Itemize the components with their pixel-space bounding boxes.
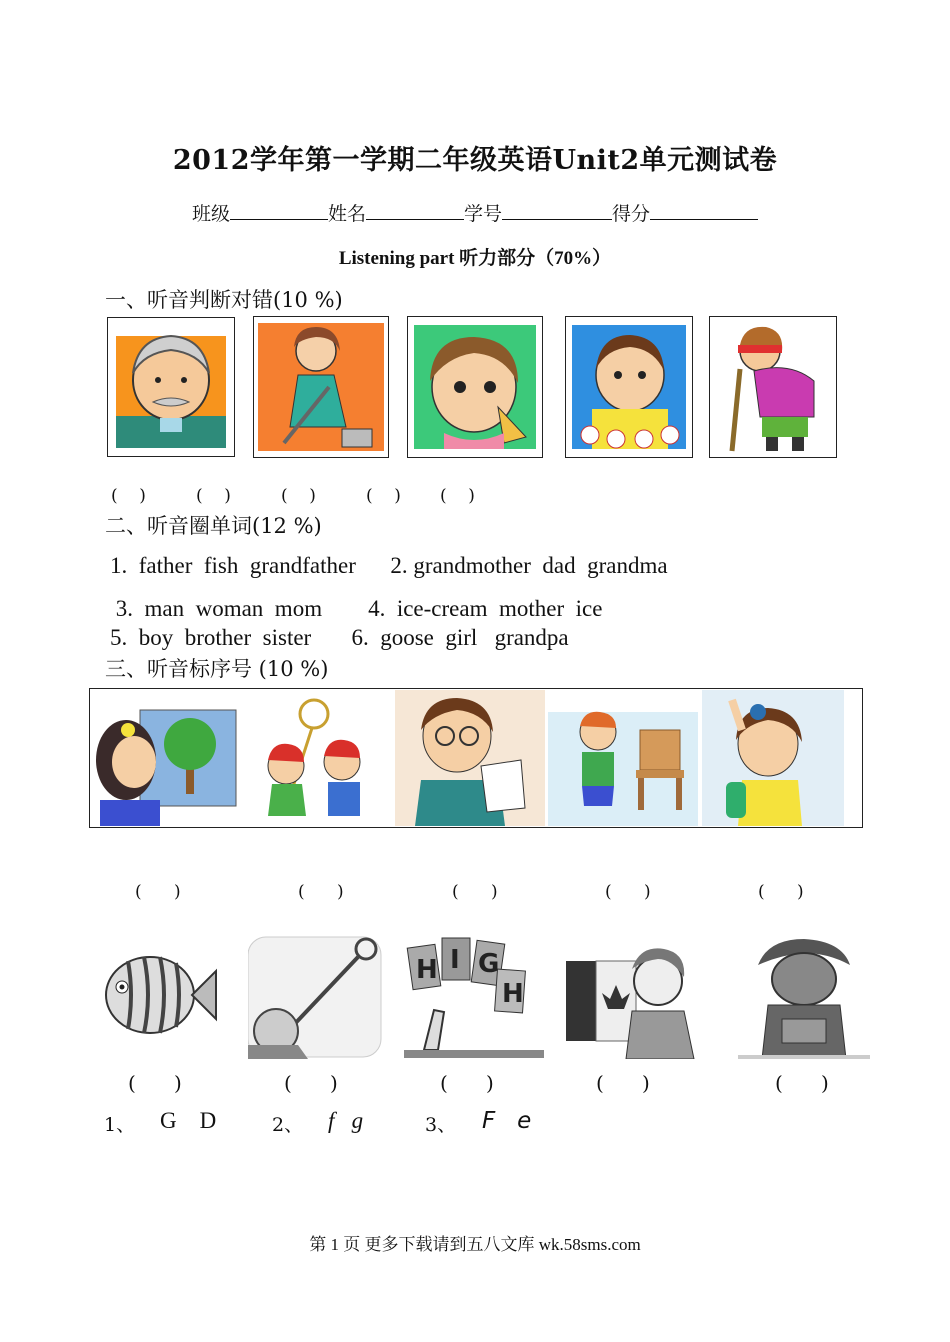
- row1-answer-1[interactable]: ( ): [135, 882, 181, 902]
- page-footer: 第 1 页 更多下载请到五八文库 wk.58sms.com: [309, 1235, 641, 1254]
- letter-item-2-number: 2、: [272, 1114, 304, 1136]
- card-letter-4: H: [502, 979, 524, 1009]
- letter-item-1-number: 1、: [104, 1114, 136, 1136]
- grandfather-picture: [107, 317, 235, 457]
- girl-eating-picture: [407, 316, 543, 458]
- letter-item-2: f g: [328, 1108, 364, 1133]
- id-blank[interactable]: [502, 201, 612, 220]
- grandmother-with-cane-picture: [709, 316, 837, 458]
- high-cards-picture: [404, 920, 544, 1060]
- girl-painting-picture: [90, 690, 240, 826]
- name-blank[interactable]: [366, 201, 464, 220]
- word-line-1: 1. father fish grandfather 2. grandmother dad grandma: [110, 553, 668, 578]
- section3-heading: 三、听音标序号 (10 %): [105, 657, 329, 681]
- row2-answer-2[interactable]: ( ): [284, 1071, 338, 1095]
- name-label: 姓名: [327, 203, 366, 225]
- woman-sweeping-picture: [253, 316, 389, 458]
- boy-reading-paper-picture: [395, 690, 545, 826]
- section1-answer-1[interactable]: ( ): [111, 486, 146, 506]
- butterfly-net-picture: [248, 935, 383, 1059]
- boy-overalls-picture: [738, 935, 870, 1059]
- word-line-3: 5. boy brother sister 6. goose girl grandpa: [110, 625, 569, 650]
- section1-answer-5[interactable]: ( ): [440, 486, 475, 506]
- section2-heading: 二、听音圈单词(12 %): [105, 514, 322, 538]
- row1-answer-5[interactable]: ( ): [758, 882, 804, 902]
- section1-heading: 一、听音判断对错(10 %): [105, 288, 343, 312]
- card-letter-3: G: [478, 949, 500, 979]
- row2-answer-1[interactable]: ( ): [128, 1071, 182, 1095]
- class-blank[interactable]: [230, 201, 328, 220]
- letter-item-3: F e: [482, 1108, 532, 1134]
- id-label: 学号: [464, 203, 503, 225]
- row1-answer-2[interactable]: ( ): [298, 882, 344, 902]
- boy-counting-cakes-picture: [565, 316, 693, 458]
- letter-item-1: G D: [160, 1108, 217, 1133]
- boy-chair-picture: [548, 690, 698, 826]
- letter-item-3-number: 3、: [425, 1114, 457, 1136]
- flag-boy-picture: [566, 935, 706, 1059]
- row2-answer-3[interactable]: ( ): [440, 1071, 494, 1095]
- word-line-2: 3. man woman mom 4. ice-cream mother ice: [110, 596, 603, 621]
- fish-picture: [98, 935, 218, 1050]
- row2-answer-4[interactable]: ( ): [596, 1071, 650, 1095]
- section1-answer-2[interactable]: ( ): [196, 486, 231, 506]
- page-title: 2012学年第一学期二年级英语Unit2单元测试卷: [172, 145, 778, 176]
- card-letter-2: I: [450, 945, 460, 975]
- row1-answer-4[interactable]: ( ): [605, 882, 651, 902]
- row2-answer-5[interactable]: ( ): [775, 1071, 829, 1095]
- listening-header: Listening part 听力部分（70%）: [338, 248, 612, 269]
- row1-answer-3[interactable]: ( ): [452, 882, 498, 902]
- girl-backpack-picture: [702, 690, 844, 826]
- children-catching-picture: [242, 690, 392, 826]
- section1-answer-4[interactable]: ( ): [366, 486, 401, 506]
- card-letter-1: H: [416, 955, 438, 985]
- student-info-line: [0, 199, 950, 226]
- section1-answer-3[interactable]: ( ): [281, 486, 316, 506]
- class-label: 班级: [191, 203, 230, 225]
- score-label: 得分: [612, 203, 651, 225]
- score-blank[interactable]: [650, 201, 758, 220]
